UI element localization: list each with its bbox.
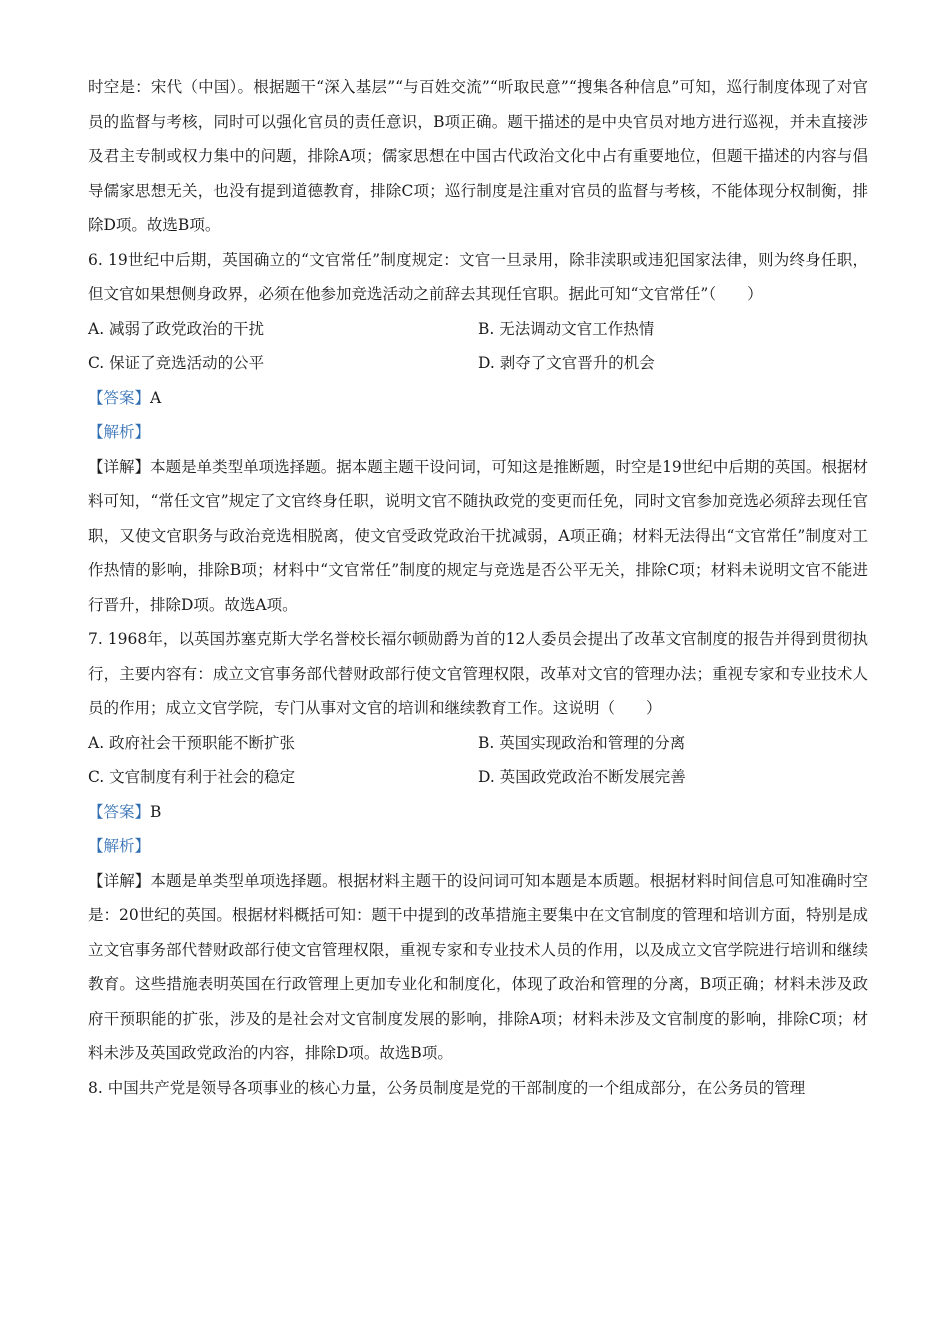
question-6-answer [88,381,868,416]
detail-text: 本题是单类型单项选择题。据本题主题干设问词，可知这是推断题，时空是19世纪中后期的英国。根据材料可知，“常任文官”规定了文官终身任职，说明文官不随执政党的变更而任免，同时文官参加竞选必须辞去现任官职，又使文官职务与政治竞选相脱离，使文官受政党政治干扰减弱，A项正确；材料无法得出“文官常任”制度对工作热情的影响，排除B项；材料中“文官常任”制度的规定与竞选是否公平无关，排除C项；材料未说明文官不能进行晋升，排除D项。故选A项。 [88,457,868,614]
question-7-options-row-2 [88,760,868,795]
question-7-stem: 7. 1968年，以英国苏塞克斯大学名誉校长福尔顿勋爵为首的12人委员会提出了改革文官制度的报告并得到贯彻执行，主要内容有：成立文官事务部代替财政部行使文官管理权限，改革对文官的管理办法；重视专家和专业技术人员的作用；成立文官学院，专门从事对文官的培训和继续教育工作。这说明（ ） [88,630,868,717]
question-7-options-row-1 [88,726,868,761]
document-page [88,70,868,1105]
question-7 [88,622,868,1071]
option-b[interactable]: B. 英国实现政治和管理的分离 [478,733,686,752]
option-b[interactable]: B. 无法调动文官工作热情 [478,319,655,338]
option-d[interactable]: D. 英国政党政治不断发展完善 [478,768,686,786]
question-6-detail [88,450,868,623]
question-7-answer [88,795,868,830]
question-6-stem: 6. 19世纪中后期，英国确立的“文官常任”制度规定：文官一旦录用，除非渎职或违犯国家法律，则为终身任职，但文官如果想侧身政界，必须在他参加竞选活动之前辞去其现任官职。据此可知“文官常任”（ ） [88,250,868,303]
analysis-tag: 【解析】 [88,837,151,855]
answer-value: B [150,802,162,821]
question-6 [88,243,868,623]
q5-analysis-tail: 时空是：宋代（中国）。根据题干“深入基层”“与百姓交流”“听取民意”“搜集各种信息”可知，巡行制度体现了对官员的监督与考核，同时可以强化官员的责任意识，B项正确。题干描述的是中央官员对地方进行巡视，并未直接涉及君主专制或权力集中的问题，排除A项；儒家思想在中国古代政治文化中占有重要地位，但题干描述的内容与倡导儒家思想无关，也没有提到道德教育，排除C项；巡行制度是注重对官员的监督与考核，不能体现分权制衡，排除D项。故选B项。 [88,78,868,234]
question-8-stem: 8. 中国共产党是领导各项事业的核心力量，公务员制度是党的干部制度的一个组成部分，在公务员的管理 [88,1078,806,1097]
answer-tag: 【答案】 [88,388,151,407]
detail-tag: 【详解】 [88,457,151,476]
question-7-analysis-heading [88,829,868,864]
answer-tag: 【答案】 [88,802,151,821]
question-6-options-row-1 [88,312,868,347]
analysis-tag: 【解析】 [88,423,151,441]
option-c[interactable]: C. 保证了竞选活动的公平 [88,354,265,372]
option-c[interactable]: C. 文官制度有利于社会的稳定 [88,768,296,786]
option-a[interactable]: A. 减弱了政党政治的干扰 [88,319,265,338]
question-6-analysis-heading [88,415,868,450]
detail-tag: 【详解】 [88,871,151,890]
question-6-options-row-2 [88,346,868,381]
question-7-detail [88,864,868,1071]
answer-value: A [150,388,162,407]
detail-text: 本题是单类型单项选择题。根据材料主题干的设问词可知本题是本质题。根据材料时间信息可知准确时空是：20世纪的英国。根据材料概括可知：题干中提到的改革措施主要集中在文官制度的管理和培训方面，特别是成立文官事务部代替财政部行使文官管理权限，重视专家和专业技术人员的作用，以及成立文官学院进行培训和继续教育。这些措施表明英国在行政管理上更加专业化和制度化，体现了政治和管理的分离，B项正确；材料未涉及政府干预职能的扩张，涉及的是社会对文官制度发展的影响，排除A项；材料未涉及文官制度的影响，排除C项；材料未涉及英国政党政治的内容，排除D项。故选B项。 [88,871,868,1062]
option-a[interactable]: A. 政府社会干预职能不断扩张 [88,733,296,752]
option-d[interactable]: D. 剥夺了文官晋升的机会 [478,354,655,372]
